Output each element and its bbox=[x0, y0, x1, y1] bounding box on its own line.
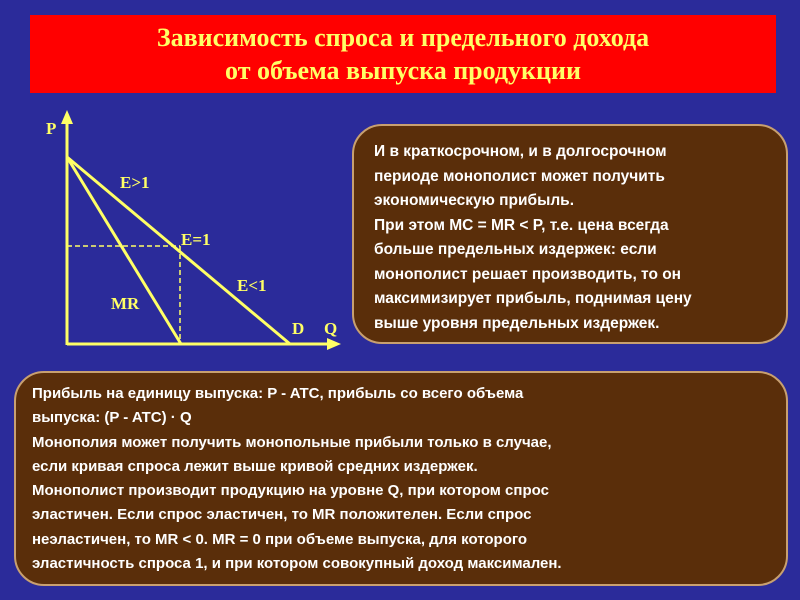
note-right-line: выше уровня предельных издержек. bbox=[374, 314, 660, 332]
note-bottom-line: Монополия может получить монопольные прибыли только в случае, bbox=[32, 433, 552, 451]
note-bottom-line: эластичность спроса 1, и при котором совокупный доход максимален. bbox=[32, 555, 562, 573]
demand-curve bbox=[67, 157, 290, 344]
label-demand: D bbox=[292, 319, 305, 338]
note-bottom-line: эластичен. Если спрос эластичен, то MR положителен. Если спрос bbox=[32, 506, 532, 524]
title-line-1: Зависимость спроса и предельного дохода bbox=[156, 23, 650, 52]
label-inelastic: E<1 bbox=[237, 276, 267, 295]
note-bottom-line: Прибыль на единицу выпуска: P - ATC, прибыль со всего объема bbox=[32, 385, 524, 402]
note-bottom-line: Монополист производит продукцию на уровне Q, при котором спрос bbox=[32, 482, 549, 500]
note-right-line: периоде монополист может получить bbox=[374, 167, 665, 185]
label-unit-elastic: E=1 bbox=[181, 230, 211, 249]
profit-explanation-note bbox=[14, 371, 788, 586]
note-bottom-line: если кривая спроса лежит выше кривой средних издержек. bbox=[32, 457, 478, 475]
note-bottom-line: неэластичен, то MR < 0. MR = 0 при объеме выпуска, для которого bbox=[32, 530, 528, 548]
axis-label-q: Q bbox=[324, 319, 338, 338]
note-right-line: больше предельных издержек: если bbox=[374, 241, 657, 258]
note-right-line: При этом MC = MR < P, т.е. цена всегда bbox=[374, 216, 669, 234]
label-mr: MR bbox=[111, 294, 140, 313]
note-right-line: монополист решает производить, то он bbox=[374, 265, 682, 283]
x-axis-arrow bbox=[327, 338, 341, 350]
label-elastic: E>1 bbox=[120, 173, 150, 192]
axis-label-p: P bbox=[46, 119, 57, 138]
note-right-line: максимизирует прибыль, поднимая цену bbox=[374, 290, 692, 307]
note-bottom-line: выпуска: (P - ATC) · Q bbox=[32, 409, 192, 427]
note-right-line: И в краткосрочном, и в долгосрочном bbox=[374, 143, 667, 160]
note-right-line: экономическую прибыль. bbox=[374, 192, 575, 209]
title-line-2: от объема выпуска продукции bbox=[225, 56, 581, 85]
monopoly-profit-note bbox=[352, 124, 788, 344]
y-axis-arrow bbox=[61, 110, 73, 124]
